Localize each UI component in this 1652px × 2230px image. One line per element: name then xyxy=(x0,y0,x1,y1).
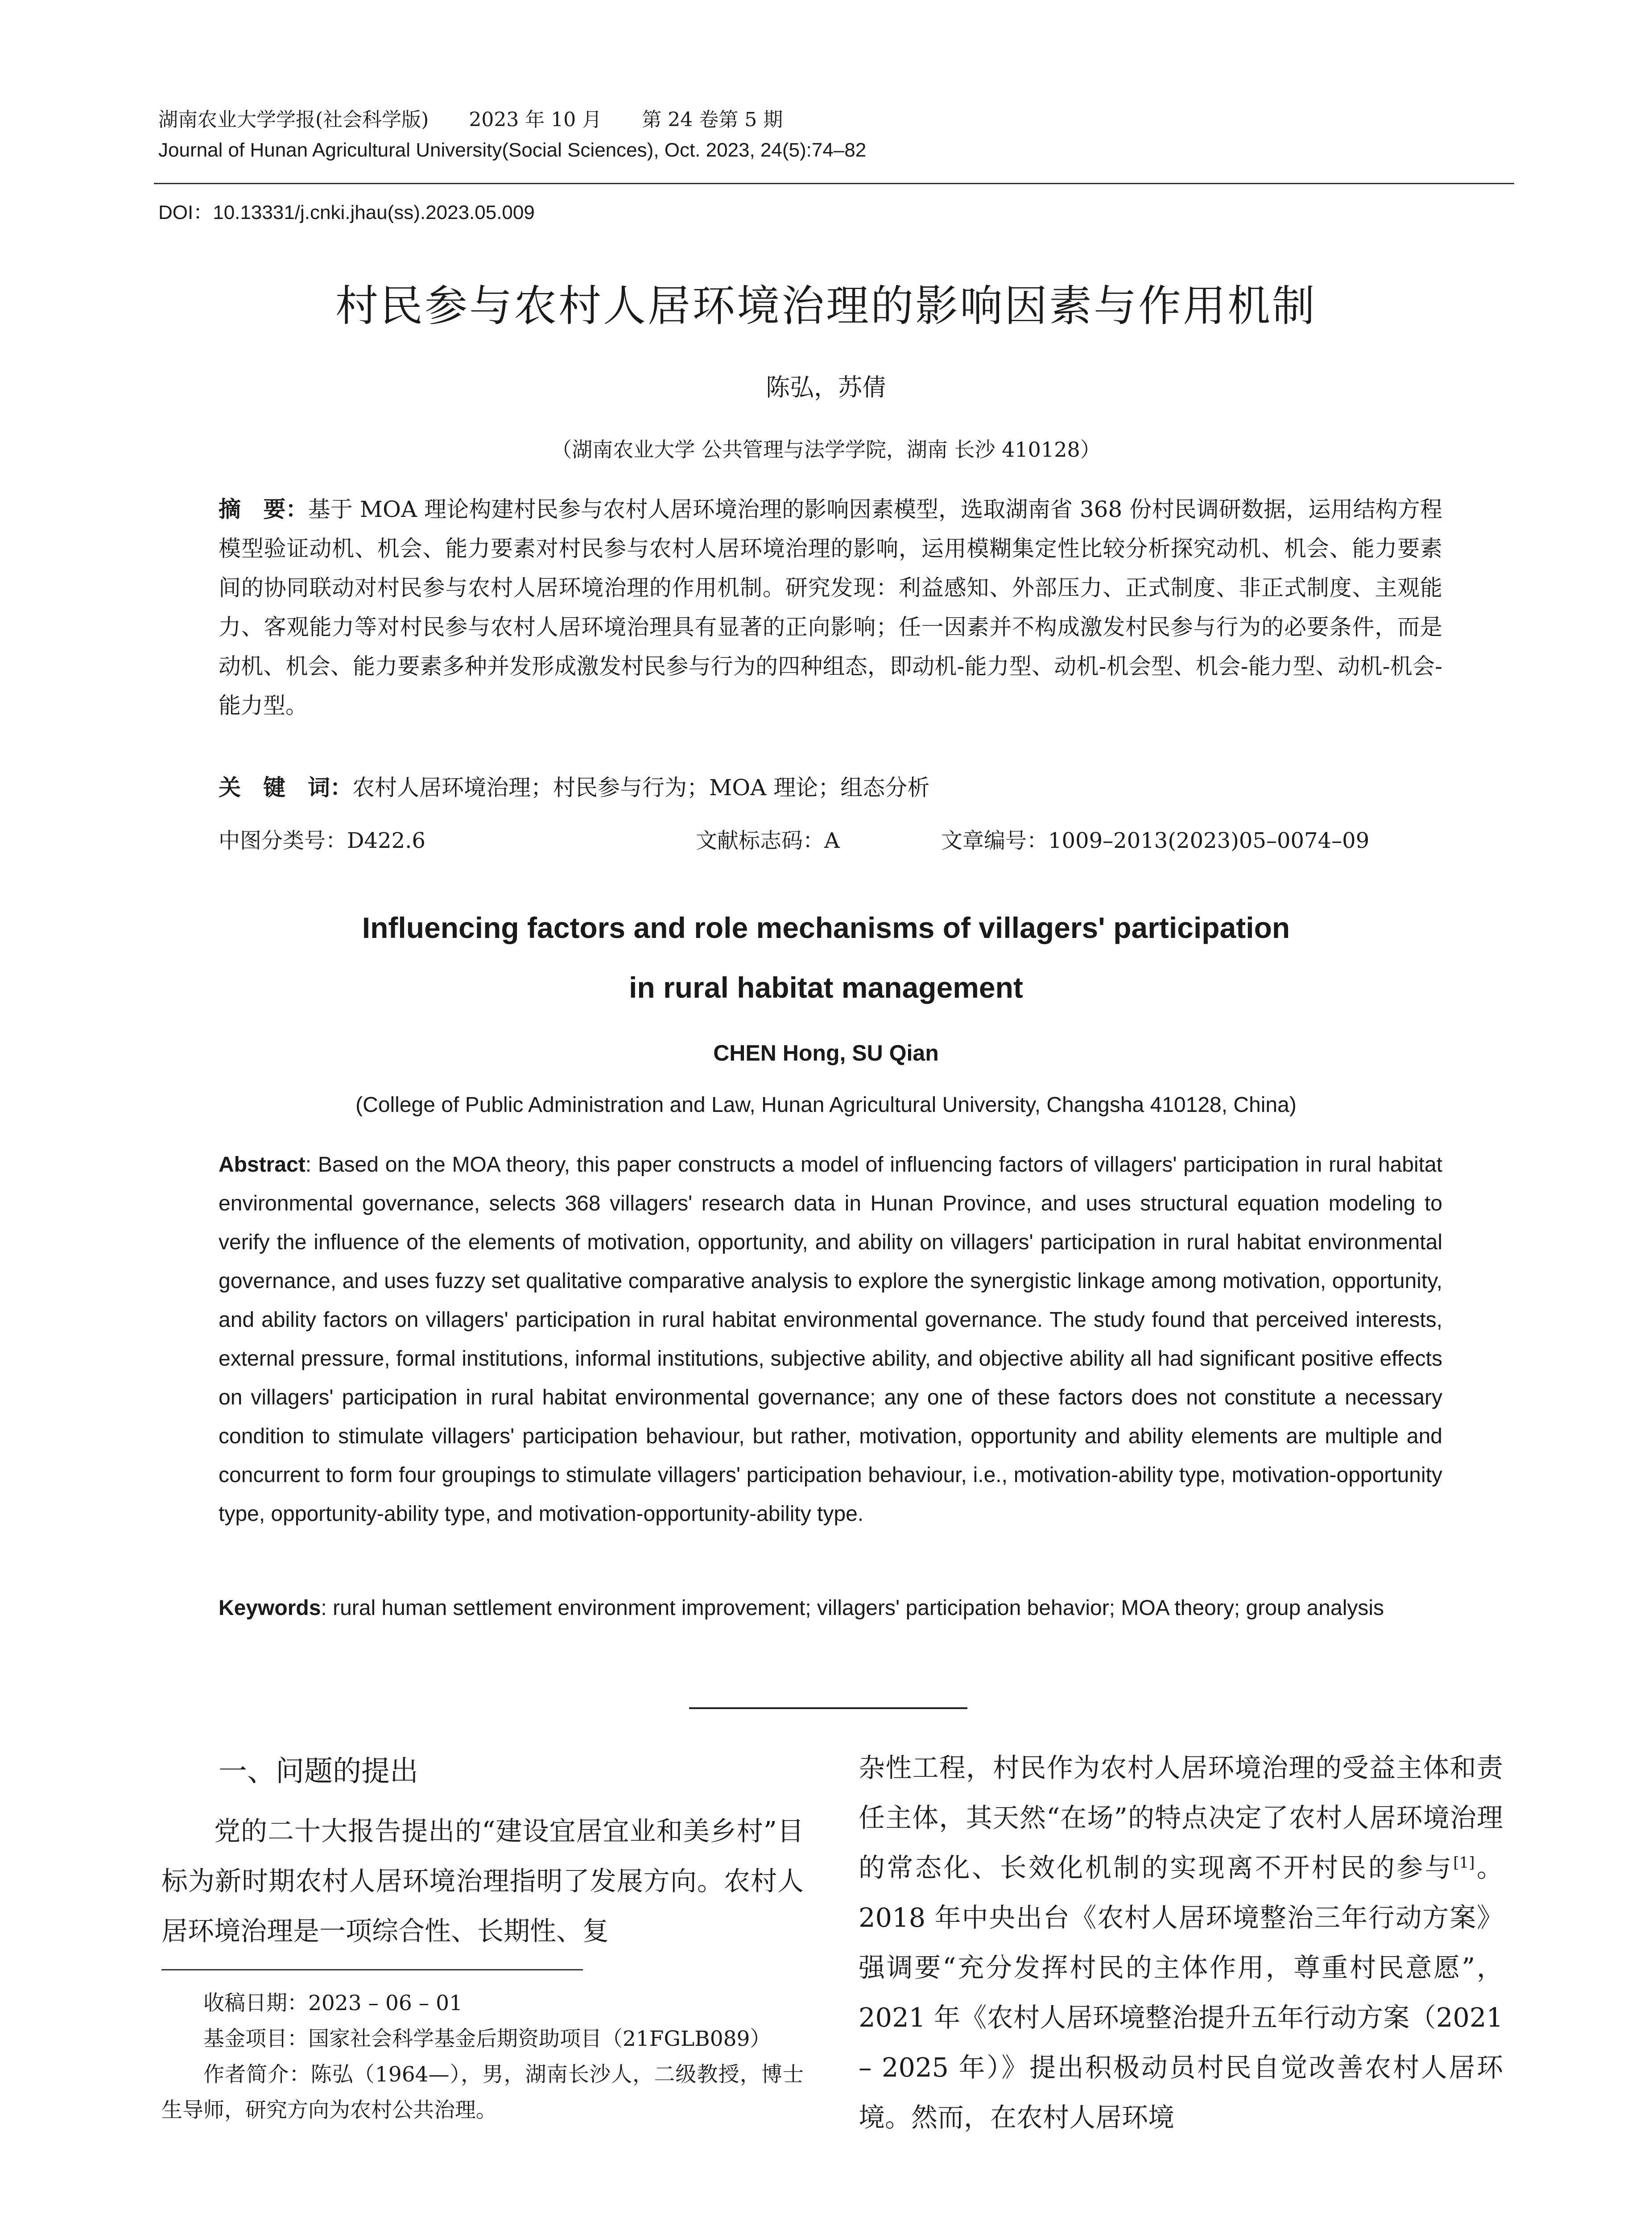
doi: DOI：10.13331/j.cnki.jhau(ss).2023.05.009 xyxy=(158,202,535,223)
journal-header-cn xyxy=(158,103,783,132)
body-text-part1: 杂性工程，村民作为农村人居环境治理的受益主体和责任主体，其天然“在场”的特点决定了农村人居环境治理的常态化、长效化机制的实现离不开村民的参与 xyxy=(859,1752,1503,1883)
affiliation-en: (College of Public Administration and Law, Hunan Agricultural University, Changsha 410128, China) xyxy=(355,1093,1297,1117)
article-title-en-line2: in rural habitat management xyxy=(629,971,1023,1004)
footnotes xyxy=(161,1986,804,2128)
body-column-left xyxy=(161,1806,804,1956)
article-title-cn: 村民参与农村人居环境治理的影响因素与作用机制 xyxy=(335,282,1317,330)
issue-date-cn: 2023 年 10 月 xyxy=(469,108,602,131)
abstract-en-label: Abstract xyxy=(219,1153,306,1177)
section-heading: 一、问题的提出 xyxy=(219,1755,418,1787)
keywords-en-label: Keywords xyxy=(219,1596,321,1620)
citation-ref: [1] xyxy=(1453,1854,1475,1872)
keywords-cn-text: 农村人居环境治理；村民参与行为；MOA 理论；组态分析 xyxy=(352,775,930,801)
keywords-cn-label: 关 键 词： xyxy=(219,774,352,801)
article-number: 文章编号：1009–2013(2023)05–0074–09 xyxy=(941,828,1370,853)
authors-en: CHEN Hong, SU Qian xyxy=(713,1041,939,1065)
section-divider xyxy=(689,1707,967,1709)
footnote-author: 作者简介：陈弘（1964—），男，湖南长沙人，二级教授，博士生导师，研究方向为农村公共治理。 xyxy=(161,2062,804,2123)
clc-number: 中图分类号：D422.6 xyxy=(219,828,425,853)
footnote-received: 收稿日期：2023 – 06 – 01 xyxy=(203,1991,463,2015)
journal-name-cn: 湖南农业大学学报(社会科学版) xyxy=(158,108,429,131)
body-column-right xyxy=(859,1743,1503,2143)
affiliation-cn: （湖南农业大学 公共管理与法学学院，湖南 长沙 410128） xyxy=(551,438,1101,462)
keywords-en-text: : rural human settlement environment improvement; villagers' participation behavior; MOA theory; group analysis xyxy=(321,1596,1384,1620)
abstract-en xyxy=(219,1145,1442,1533)
header-divider xyxy=(154,183,1514,184)
journal-header-en: Journal of Hunan Agricultural University(Social Sciences), Oct. 2023, 24(5):74–82 xyxy=(158,139,867,161)
body-paragraph-continued xyxy=(859,1743,1503,2143)
volume-issue-cn: 第 24 卷第 5 期 xyxy=(642,108,783,131)
abstract-cn xyxy=(219,490,1442,725)
footnote-divider xyxy=(161,1969,583,1970)
article-title-en-line1: Influencing factors and role mechanisms of villagers' participation xyxy=(362,911,1290,944)
keywords-en xyxy=(219,1589,1442,1627)
abstract-cn-text: 基于 MOA 理论构建村民参与农村人居环境治理的影响因素模型，选取湖南省 368 份村民调研数据，运用结构方程模型验证动机、机会、能力要素对村民参与农村人居环境治理的影响，运用模糊集定性比较分析探究动机、机会、能力要素间的协同联动对村民参与农村人居环境治理的作用机制。研究发现：利益感知、外部压力、正式制度、非正式制度、主观能力、客观能力等对村民参与农村人居环境治理具有显著的正向影响；任一因素并不构成激发村民参与行为的必要条件，而是动机、机会、能力要素多种并发形成激发村民参与行为的四种组态，即动机-能力型、动机-机会型、机会-能力型、动机-机会-能力型。 xyxy=(219,496,1442,719)
body-paragraph: 党的二十大报告提出的“建设宜居宜业和美乡村”目标为新时期农村人居环境治理指明了发展方向。农村人居环境治理是一项综合性、长期性、复 xyxy=(161,1816,804,1946)
abstract-cn-label: 摘 要： xyxy=(219,496,308,522)
abstract-en-text: : Based on the MOA theory, this paper constructs a model of influencing factors of villagers' participation in rural habitat environmental governance, selects 368 villagers' research data in Hunan Province, and uses structural equation modeling to verify the influence of the elements of motivation, opportunity, and ability on villagers' participation in rural habitat environmental governance, and uses fuzzy set qualitative comparative analysis to explore the synergistic linkage among motivation, opportunity, and ability factors on villagers' participation in rural habitat environmental governance. The study found that perceived interests, external pressure, formal institutions, informal institutions, subjective ability, and objective ability all had significant positive effects on villagers' participation in rural habitat environmental governance; any one of these factors does not constitute a necessary condition to stimulate villagers' participation behaviour, but rather, motivation, opportunity and ability elements are multiple and concurrent to form four groupings to stimulate villagers' participation behaviour, i.e., motivation-ability type, motivation-opportunity type, opportunity-ability type, and motivation-opportunity-ability type. xyxy=(219,1153,1442,1526)
body-text-part2: 。2018 年中央出台《农村人居环境整治三年行动方案》强调要“充分发挥村民的主体作用，尊重村民意愿”，2021 年《农村人居环境整治提升五年行动方案（2021 – 2025 年）》提出积极动员村民自觉改善农村人居环境。然而，在农村人居环境 xyxy=(859,1852,1503,2133)
footnote-fund: 基金项目：国家社会科学基金后期资助项目（21FGLB089） xyxy=(203,2027,771,2051)
authors-cn: 陈弘，苏倩 xyxy=(766,374,886,401)
document-code: 文献标志码：A xyxy=(696,828,840,853)
keywords-cn xyxy=(219,770,929,802)
